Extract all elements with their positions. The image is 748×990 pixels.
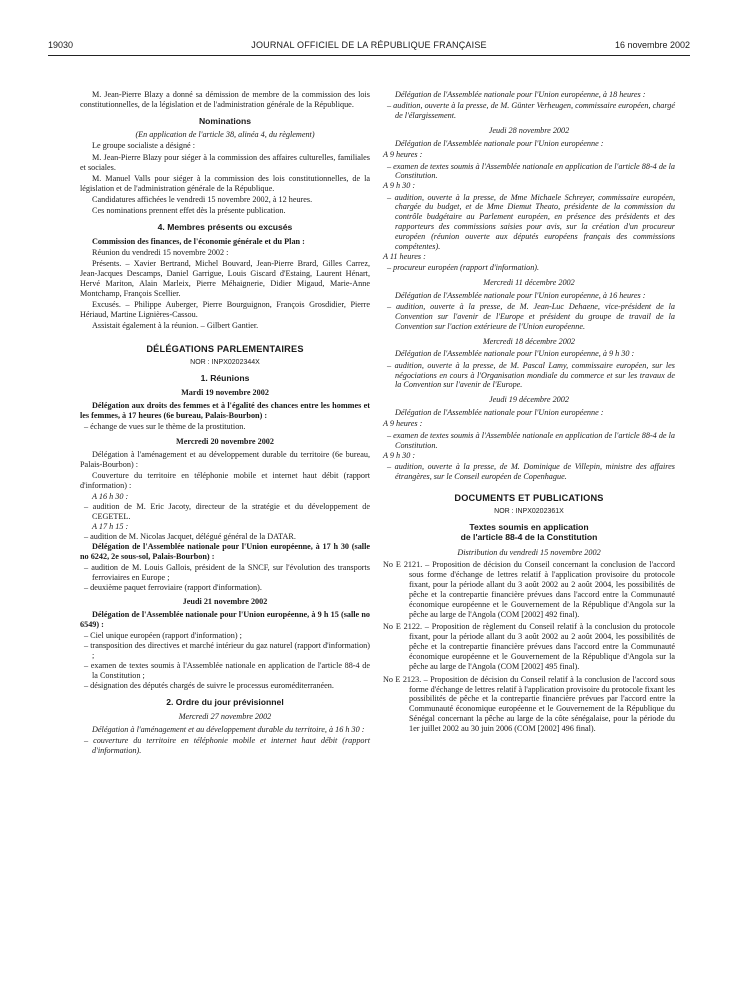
- membres-heading: 4. Membres présents ou excusés: [157, 222, 293, 233]
- agenda-item: – procureur européen (rapport d'information).: [387, 263, 540, 272]
- documents-heading: DOCUMENTS ET PUBLICATIONS: [454, 492, 604, 503]
- agenda-item: – audition, ouverte à la presse, de M. Günter Verheugen, commissaire européen, chargé de l'élargissement.: [387, 101, 675, 121]
- assistait-list: Assistait également à la réunion. – Gilbert Gantier.: [92, 321, 259, 331]
- delegation-entry: Délégation de l'Assemblée nationale pour l'Union européenne :: [395, 408, 604, 418]
- commission-name: Commission des finances, de l'économie générale et du Plan :: [92, 236, 305, 246]
- document-entry: No E 2121. – Proposition de décision du Conseil concernant la conclusion de l'accord sous forme d'échange de lettres relatif à l'application provisoire du protocole fixant, pour la période allant du 3 août 2002 au 2 août 2004, les possibilités de pêche et la contrepartie financière prévues dans l'accord entre la Communauté économique européenne et le Gouvernement de la République d'Angola sur la pêche au large de l'Angola (COM [2002] 492 final).: [383, 560, 675, 619]
- topic-paragraph: Couverture du territoire en téléphonie mobile et internet haut débit (rapport d'information) :: [80, 471, 370, 491]
- intro-paragraph: M. Jean-Pierre Blazy a donné sa démission de membre de la commission des lois constitutionnelles, de la législation et de l'administration générale de la République.: [80, 90, 370, 109]
- nominations-paragraph: Le groupe socialiste a désigné :: [92, 141, 195, 151]
- time-label: A 17 h 15 :: [92, 522, 129, 532]
- date-heading: Jeudi 28 novembre 2002: [488, 126, 570, 136]
- nor-reference: NOR : INPX0202361X: [494, 507, 564, 515]
- agenda-item: – examen de textes soumis à l'Assemblée nationale en application de l'article 88-4 de la Constitution ;: [84, 660, 370, 680]
- nominations-subtitle: (En application de l'article 38, alinéa 4, du règlement): [135, 130, 315, 139]
- agenda-item: – audition de M. Louis Gallois, président de la SNCF, sur l'évolution des transports ferroviaires en Europe ;: [84, 562, 370, 582]
- agenda-item: – deuxième paquet ferroviaire (rapport d'information).: [84, 582, 262, 592]
- date-heading: Mardi 19 novembre 2002: [181, 388, 269, 398]
- presents-list: Présents. – Xavier Bertrand, Michel Bouvard, Jean-Pierre Brard, Gilles Carrez, Jean-Jacques Descamps, Daniel Garrigue, Louis Giscard d'Estaing, Laurent Hénart, Hervé Mariton, Alain Marleix, Pierre Méhaignerie, Didier Migaud, Marie-Anne Montchamp, François Scellier.: [80, 259, 370, 298]
- nominations-paragraph: Ces nominations prennent effet dès la présente publication.: [92, 206, 286, 216]
- reunions-heading: 1. Réunions: [200, 373, 250, 384]
- page-header: [48, 40, 690, 54]
- issue-date: 16 novembre 2002: [614, 40, 690, 50]
- journal-title: JOURNAL OFFICIEL DE LA RÉPUBLIQUE FRANÇAISE: [251, 40, 487, 50]
- nominations-paragraph: M. Manuel Valls pour siéger à la commission des lois constitutionnelles, de la législation et de l'administration générale de la République.: [80, 173, 370, 193]
- delegation-entry: Délégation de l'Assemblée nationale pour l'Union européenne, à 9 h 30 :: [395, 349, 635, 359]
- date-heading: Mercredi 18 décembre 2002: [482, 336, 576, 346]
- date-heading: Mercredi 11 décembre 2002: [483, 277, 575, 287]
- textes-heading-line1: Textes soumis en application: [469, 521, 589, 532]
- agenda-item: – Ciel unique européen (rapport d'information) ;: [84, 631, 242, 641]
- agenda-item: – échange de vues sur le thème de la prostitution.: [84, 422, 246, 432]
- nor-reference: NOR : INPX0202344X: [190, 358, 260, 366]
- time-label: A 9 h 30 :: [383, 450, 416, 460]
- delegation-entry: Délégation de l'Assemblée nationale pour l'Union européenne, à 9 h 15 (salle no 6549) :: [80, 610, 370, 630]
- page-number: 19030: [48, 40, 74, 50]
- delegation-entry: Délégation de l'Assemblée nationale pour l'Union européenne :: [395, 138, 604, 148]
- reunion-date: Réunion du vendredi 15 novembre 2002 :: [92, 247, 229, 257]
- delegation-entry: Délégation à l'aménagement et au développement durable du territoire, à 16 h 30 :: [92, 724, 365, 734]
- time-label: A 9 heures :: [383, 150, 423, 160]
- agenda-item: – transposition des directives et marché intérieur du gaz naturel (rapport d'information) ;: [84, 641, 370, 661]
- time-label: A 9 heures :: [383, 419, 423, 429]
- time-label: A 9 h 30 :: [383, 181, 416, 191]
- agenda-item: – audition, ouverte à la presse, de M. Jean-Luc Dehaene, vice-président de la Convention sur l'avenir de l'Europe et président du groupe de travail de la Convention sur l'action extérieure de l'Union européenne.: [387, 302, 675, 331]
- distribution-date: Distribution du vendredi 15 novembre 2002: [457, 547, 601, 557]
- nominations-paragraph: M. Jean-Pierre Blazy pour siéger à la commission des affaires culturelles, familiales et sociales.: [80, 152, 370, 172]
- excuses-list: Excusés. – Philippe Auberger, Pierre Bourguignon, François Grosdidier, Pierre Hériaud, Martine Lignières-Cassou.: [80, 300, 370, 319]
- delegations-heading: DÉLÉGATIONS PARLEMENTAIRES: [146, 343, 304, 354]
- date-heading: Mercredi 20 novembre 2002: [175, 437, 274, 447]
- agenda-item: – audition de M. Eric Jacoty, directeur de la stratégie et du développement de CEGETEL.: [84, 502, 370, 522]
- delegation-entry: Délégation de l'Assemblée nationale pour l'Union européenne, à 16 heures :: [395, 290, 646, 300]
- delegation-entry: Délégation aux droits des femmes et à l'égalité des chances entre les hommes et les femmes, à 17 heures (6e bureau, Palais-Bourbon) :: [80, 401, 370, 421]
- agenda-item: – couverture du territoire en téléphonie mobile et internet haut débit (rapport d'information).: [84, 736, 370, 755]
- right-column: [383, 90, 675, 737]
- agenda-item: – audition, ouverte à la presse, de M. Dominique de Villepin, ministre des affaires étrangères, sur le Conseil européen de Copenhague.: [387, 461, 675, 481]
- nominations-heading: Nominations: [198, 115, 252, 126]
- agenda-item: – examen de textes soumis à l'Assemblée nationale en application de l'article 88-4 de la Constitution.: [387, 161, 675, 181]
- delegation-entry: Délégation de l'Assemblée nationale pour l'Union européenne, à 17 h 30 (salle no 6242, 2e sous-sol, Palais-Bourbon) :: [80, 541, 370, 561]
- date-heading: Jeudi 21 novembre 2002: [182, 597, 268, 607]
- date-heading: Mercredi 27 novembre 2002: [178, 711, 272, 721]
- agenda-item: – audition de M. Nicolas Jacquet, délégué général de la DATAR.: [84, 531, 296, 541]
- document-entry: No E 2122. – Proposition de règlement du Conseil relatif à la conclusion du protocole fixant, pour la période allant du 3 août 2002 au 2 août 2004, les possibilités de pêche et la contrepartie financière prévues dans l'accord entre la Communauté économique européenne et le Gouvernement de la République d'Angola sur la pêche au large de l'Angola (COM [2002] 495 final).: [383, 622, 675, 671]
- document-entry: No E 2123. – Proposition de décision du Conseil relatif à la conclusion de l'accord sous forme d'échange de lettres relatif à l'application provisoire du protocole fixant les possibilités de pêche et la contrepartie financière prévues par l'accord entre la Communauté économique européenne et le Gouvernement de la République du Sénégal concernant la pêche au large de la côte sénégalaise, pour la période du 1er juillet 2002 au 30 juin 2006 (COM [2002] 496 final).: [383, 674, 675, 733]
- agenda-item: – audition, ouverte à la presse, de M. Pascal Lamy, commissaire européen, sur les négociations en cours à l'Organisation mondiale du commerce et sur les travaux de la Convention sur l'avenir de l'Europe.: [387, 360, 675, 390]
- nominations-paragraph: Candidatures affichées le vendredi 15 novembre 2002, à 12 heures.: [92, 195, 313, 205]
- date-heading: Jeudi 19 décembre 2002: [489, 395, 569, 405]
- agenda-item: – audition, ouverte à la presse, de Mme Michaele Schreyer, commissaire européen, chargée du budget, et de Mme Diemut Theato, présidente de la commission du contrôle budgétaire au Parlement européen, en présence des présidents et des rapporteurs des commissions saisies pour avis, sur la création d'un procureur européen (réunion ouverte aux députés européens français des commissions compétentes).: [387, 192, 675, 251]
- delegation-entry: Délégation à l'aménagement et au développement durable du territoire (6e bureau, Palais-Bourbon) :: [80, 450, 370, 469]
- agenda-item: – désignation des députés chargés de suivre le processus euroméditerranéen.: [84, 680, 334, 690]
- delegation-entry: Délégation de l'Assemblée nationale pour l'Union européenne, à 18 heures :: [395, 90, 646, 99]
- left-column: [80, 90, 370, 756]
- time-label: A 11 heures :: [383, 251, 426, 261]
- textes-heading-line2: de l'article 88-4 de la Constitution: [460, 532, 598, 543]
- ordre-heading: 2. Ordre du jour prévisionnel: [166, 696, 284, 707]
- header-rule: [48, 55, 690, 56]
- time-label: A 16 h 30 :: [92, 492, 129, 502]
- agenda-item: – examen de textes soumis à l'Assemblée nationale en application de l'article 88-4 de la Constitution.: [387, 430, 675, 450]
